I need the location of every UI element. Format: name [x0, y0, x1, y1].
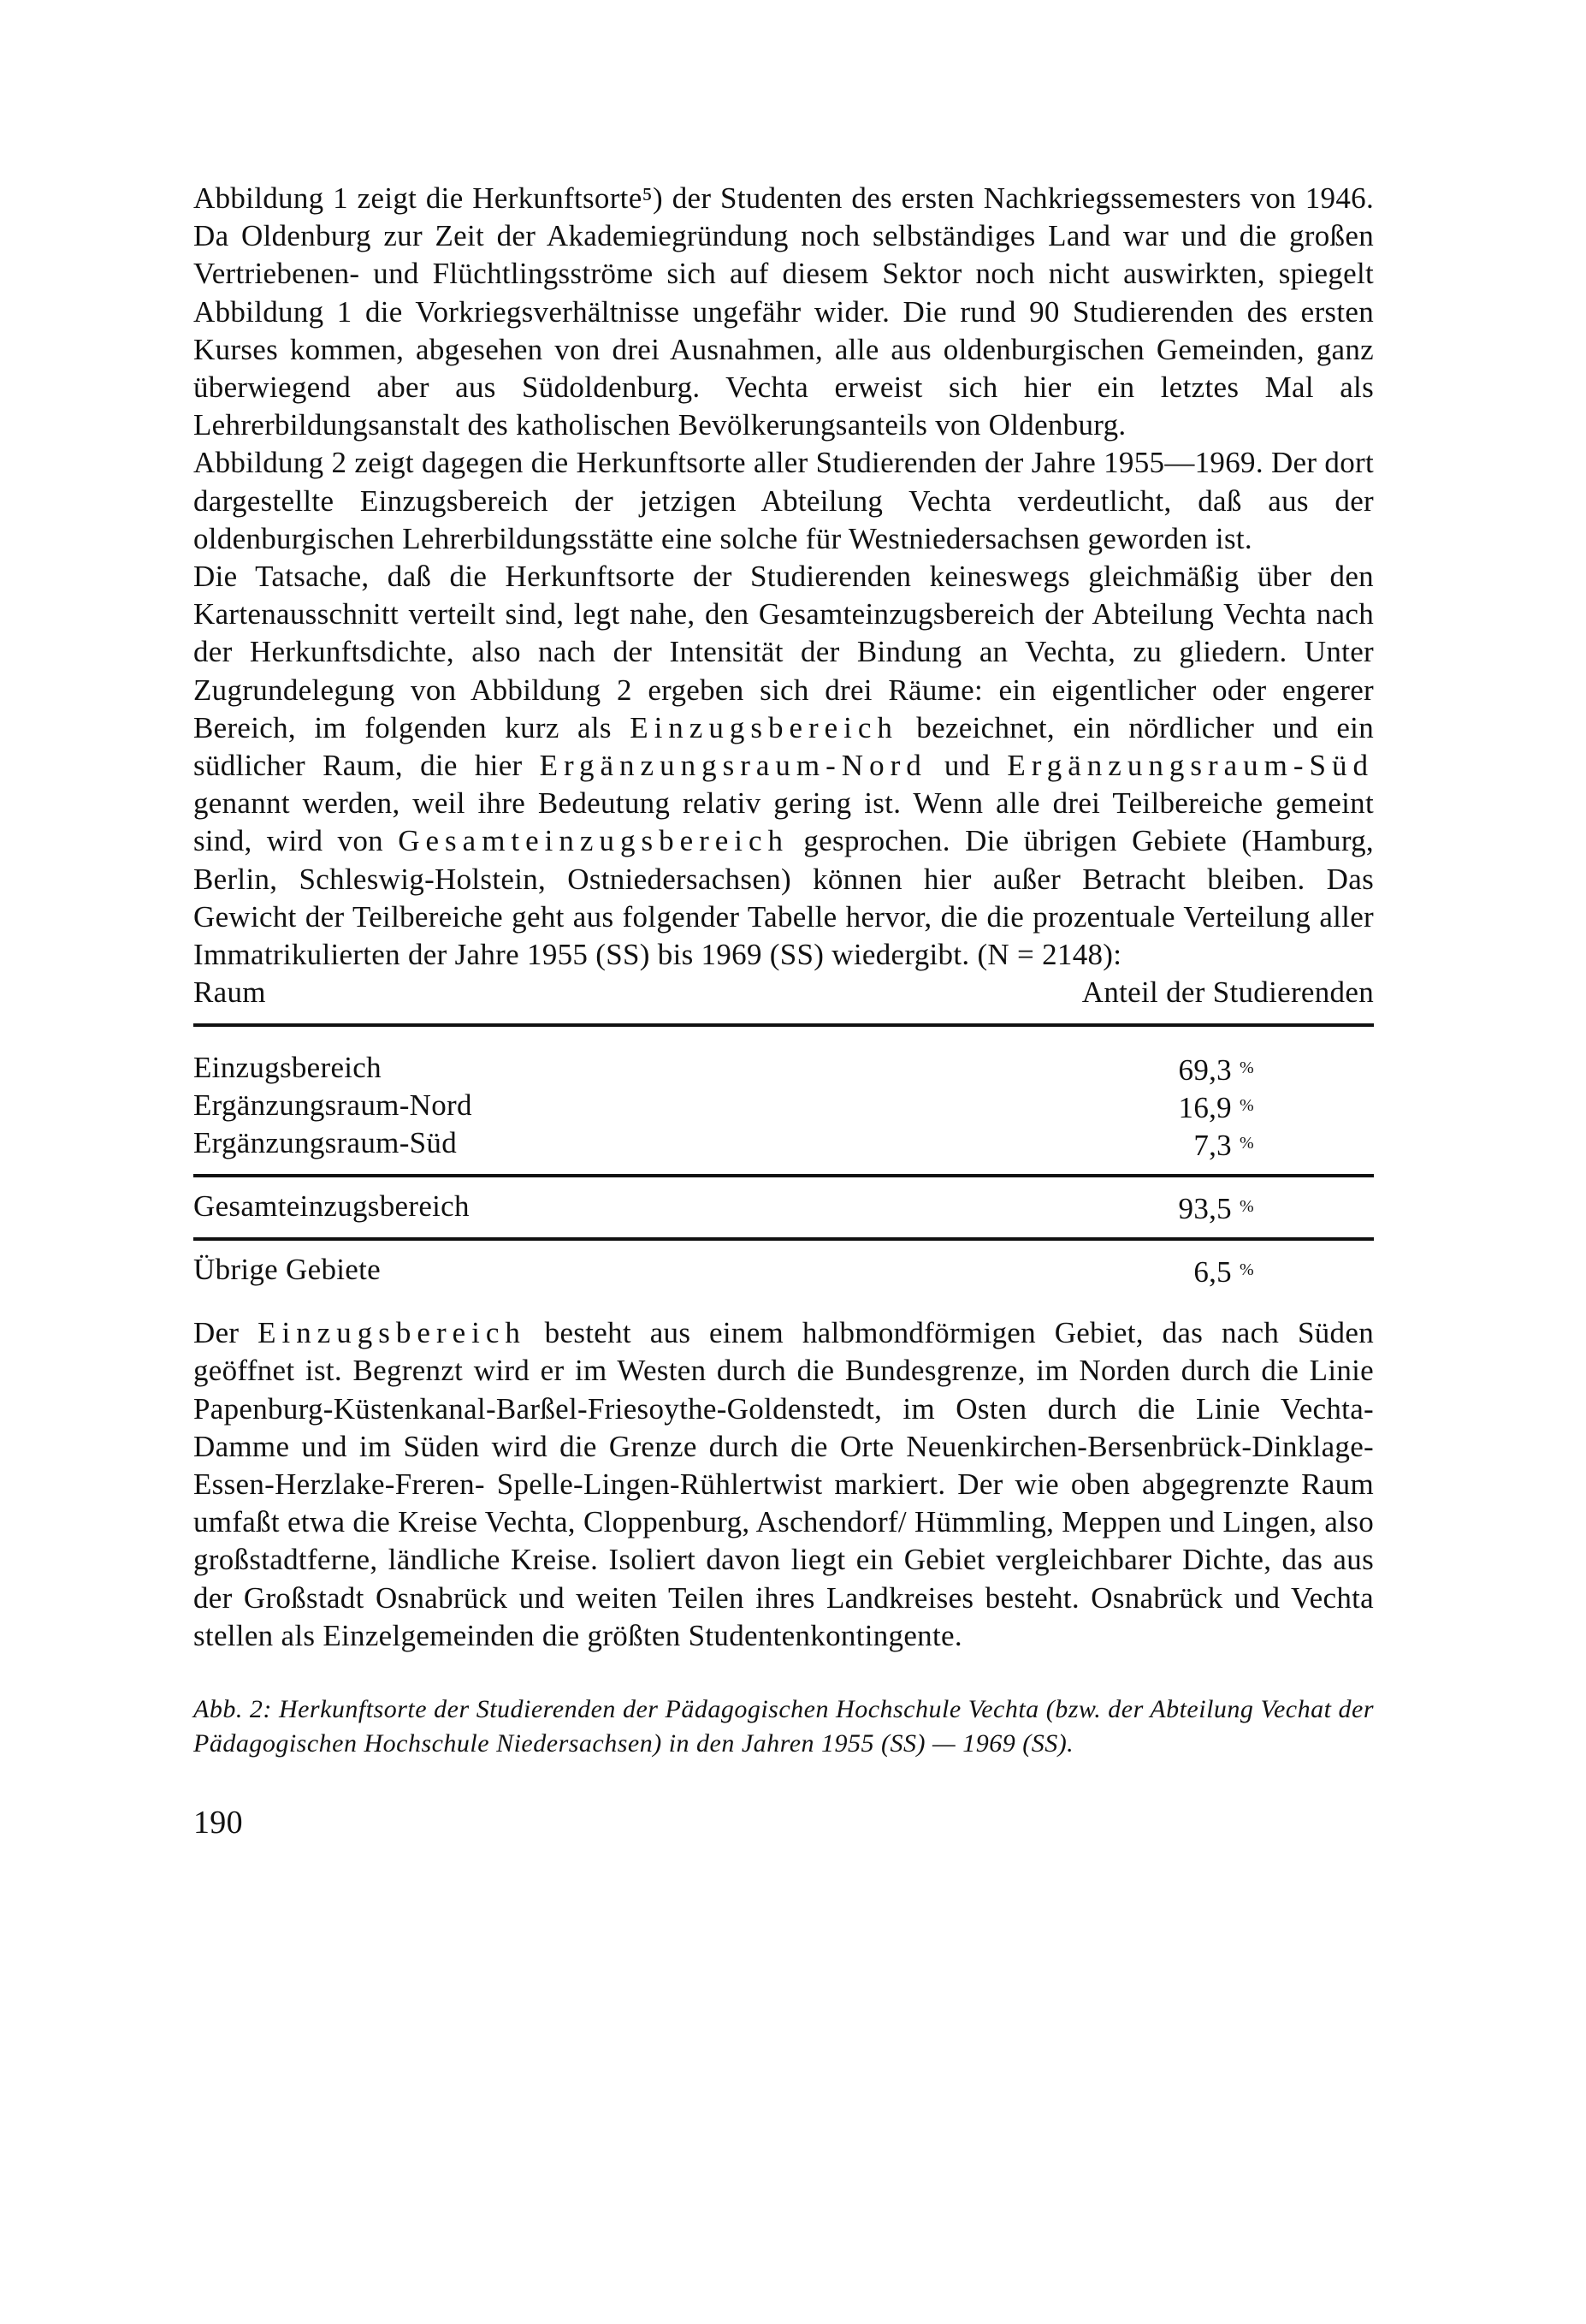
spaced-term: Ergänzungsraum-Süd	[1007, 749, 1375, 783]
text-run: Die Tatsache, daß die Herkunftsorte der Studierenden keineswegs gleichmäßig über den Kartenausschnitt verteilt sind, legt nahe, den Gesamteinzugsbereich der Abteilung Vechta nach der Herkunftsdichte, also nach der Intensität der Bindung an Vechta, zu gliedern. Unter Zugrundelegung von Abbildung 2 ergeben sich drei Räume: ein eigentlicher oder engerer Bereich, im folgenden kurz als	[193, 560, 1374, 744]
paragraph-1: Abbildung 1 zeigt die Herkunftsorte⁵) der Studenten des ersten Nachkriegssemesters von 1946. Da Oldenburg zur Zeit der Akademiegründung noch selbständiges Land war und die großen Vertriebenen- und Flüchtlingsströme sich auf diesem Sektor noch nicht auswirkten, spiegelt Abbildung 1 die Vorkriegsverhältnisse ungefähr wider. Die rund 90 Studierenden des ersten Kurses kommen, abgesehen von drei Ausnahmen, alle aus oldenburgischen Gemeinden, ganz überwiegend aber aus Südoldenburg. Vechta erweist sich hier ein letztes Mal als Lehrerbildungsanstalt des katholischen Bevölkerungsanteils von Oldenburg.	[193, 181, 1374, 442]
text-run: bezeichnet, ein nördlicher und ein südlicher Raum, die hier	[193, 710, 1374, 783]
row-label: Übrige Gebiete	[193, 1253, 381, 1287]
row-value: 6,5 %	[1193, 1255, 1254, 1289]
table-row-other	[193, 1251, 1374, 1289]
text-run: genannt werden, weil ihre Bedeutung relativ gering ist. Wenn alle drei Teilbereiche gemeint sind, wird von	[193, 786, 1374, 858]
row-label: Einzugsbereich	[193, 1051, 382, 1085]
text-run: Der	[193, 1316, 258, 1350]
spaced-term: Gesamteinzugsbereich	[398, 824, 790, 858]
row-label: Gesamteinzugsbereich	[193, 1189, 470, 1224]
text-run: und	[926, 749, 1008, 783]
text-run: gesprochen. Die übrigen Gebiete (Hamburg, Berlin, Schleswig-Holstein, Ostniedersachsen) können hier außer Betracht bleiben. Das Gewicht der Teilbereiche geht aus folgender Tabelle hervor, die die prozentuale Verteilung aller Immatrikulierten der Jahre 1955 (SS) bis 1969 (SS) wiedergibt. (N = 2148):	[193, 824, 1374, 972]
page-number: 190	[193, 1805, 243, 1841]
paragraph-4	[193, 1314, 1374, 1655]
header-raum: Raum	[193, 975, 266, 1010]
table-rule	[193, 1237, 1374, 1241]
row-value: 69,3 %	[1178, 1053, 1254, 1088]
table-rule	[193, 1023, 1374, 1027]
spaced-term: Einzugsbereich	[630, 710, 898, 744]
row-label: Ergänzungsraum-Süd	[193, 1126, 458, 1160]
row-label: Ergänzungsraum-Nord	[193, 1088, 472, 1123]
distribution-table	[193, 974, 1374, 1289]
table-row	[193, 1049, 1374, 1087]
paragraph-2: Abbildung 2 zeigt dagegen die Herkunftsorte aller Studierenden der Jahre 1955—1969. Der dort dargestellte Einzugsbereich der jetzigen Abteilung Vechta verdeutlicht, daß aus der oldenburgischen Lehrerbildungsstätte eine solche für Westniedersachsen geworden ist.	[193, 446, 1374, 555]
header-anteil: Anteil der Studierenden	[1081, 975, 1374, 1010]
spaced-term: Ergänzungsraum-Nord	[539, 749, 927, 783]
table-row	[193, 1124, 1374, 1162]
table-header	[193, 974, 1374, 1011]
row-value: 16,9 %	[1178, 1091, 1254, 1125]
document-page	[193, 180, 1374, 1841]
paragraph-3	[193, 558, 1374, 974]
row-value: 7,3 %	[1193, 1129, 1254, 1163]
row-value: 93,5 %	[1178, 1192, 1254, 1226]
table-row	[193, 1087, 1374, 1124]
text-run: besteht aus einem halbmondförmigen Gebiet, das nach Süden geöffnet ist. Begrenzt wird er im Westen durch die Bundesgrenze, im Norden durch die Linie Papenburg-Küstenkanal-Barßel-Friesoythe-Goldenstedt, im Osten durch die Linie Vechta-Damme und im Süden wird die Grenze durch die Orte Neuenkirchen-Bersenbrück-Dinklage-Essen-Herzlake-Freren- Spelle-Lingen-Rühlertwist markiert. Der wie oben abgegrenzte Raum umfaßt etwa die Kreise Vechta, Cloppenburg, Aschendorf/ Hümmling, Meppen und Lingen, also großstadtferne, ländliche Kreise. Isoliert davon liegt ein Gebiet vergleichbarer Dichte, das aus der Großstadt Osnabrück und weiten Teilen ihres Landkreises besteht. Osnabrück und Vechta stellen als Einzelgemeinden die größten Studentenkontingente.	[193, 1316, 1374, 1652]
spaced-term: Einzugsbereich	[257, 1316, 526, 1350]
figure-caption: Abb. 2: Herkunftsorte der Studierenden der Pädagogischen Hochschule Vechta (bzw. der Abteilung Vechat der Pädagogischen Hochschule Niedersachsen) in den Jahren 1955 (SS) — 1969 (SS).	[193, 1695, 1374, 1758]
table-row-total	[193, 1188, 1374, 1225]
table-rule	[193, 1174, 1374, 1177]
